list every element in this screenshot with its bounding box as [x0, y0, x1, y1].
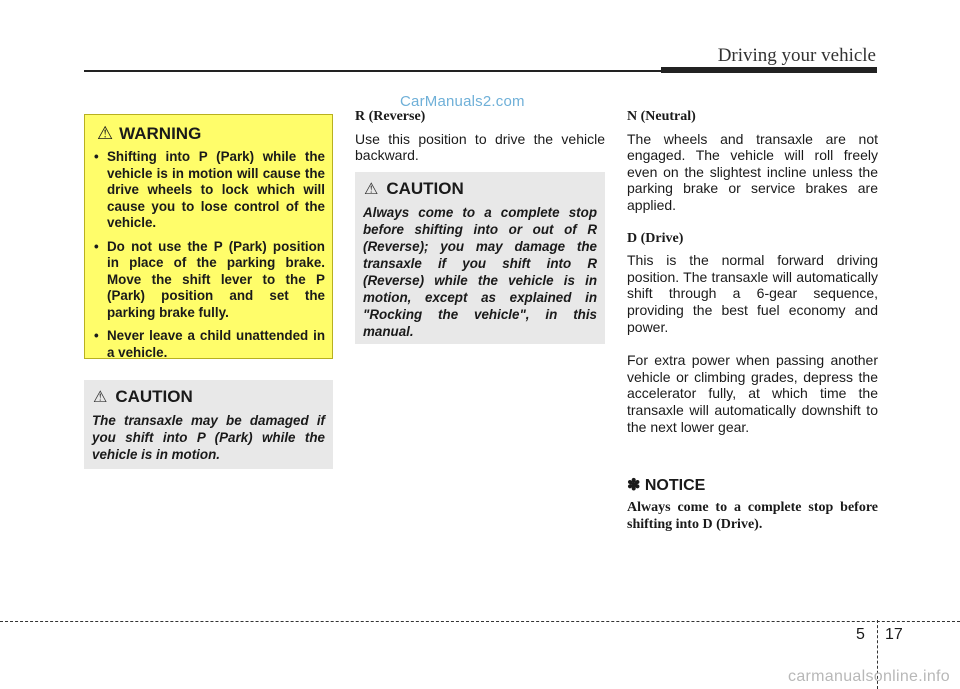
caution-triangle-icon: ⚠	[93, 389, 108, 406]
reverse-text: Use this position to drive the vehicle backward.	[355, 130, 605, 164]
header-rule-thick	[661, 67, 877, 73]
bullet-icon: •	[94, 238, 99, 254]
warning-item: • Do not use the P (Park) position in place of the parking brake. Move the shift lever to the P (Park) position and set the parking brake fully.	[94, 238, 325, 320]
watermark-top: CarManuals2.com	[400, 93, 525, 110]
drive-heading: D (Drive)	[627, 230, 684, 246]
bullet-icon: •	[94, 149, 99, 164]
caution-header	[93, 387, 193, 407]
caution-title: CAUTION	[386, 179, 464, 198]
caution-text: The transaxle may be damaged if you shift into P (Park) while the vehicle is in motion.	[92, 413, 325, 462]
warning-triangle-icon: ⚠	[97, 123, 114, 143]
caution-box-park	[84, 380, 333, 469]
warning-title: WARNING	[119, 123, 202, 143]
neutral-heading: N (Neutral)	[627, 109, 696, 124]
warning-item: • Never leave a child unattended in a vehicle.	[94, 328, 325, 360]
caution-text: Always come to a complete stop before shifting into or out of R (Reverse); you may damage the transaxle if you shift into R (Reverse) while the vehicle is in motion, except as explained in "Rocking the vehicle", in this manual.	[363, 205, 597, 339]
notice-star-icon: ✽	[627, 477, 641, 494]
page-number: 17	[885, 626, 903, 643]
footer-rule	[0, 621, 960, 622]
neutral-drive-section	[627, 109, 878, 435]
notice-header	[627, 475, 705, 495]
warning-list	[93, 149, 325, 368]
neutral-text: The wheels and transaxle are not engaged. The vehicle will roll freely even on the slightest incline unless the parking brake or service brakes are applied.	[627, 130, 878, 213]
caution-header	[364, 179, 464, 199]
section-title: Driving your vehicle	[717, 45, 876, 66]
notice-title: NOTICE	[644, 477, 706, 494]
watermark-bottom: carmanualsonline.info	[788, 668, 950, 685]
chapter-number: 5	[856, 626, 865, 643]
drive-text-2: For extra power when passing another vehicle or climbing grades, depress the accelerator fully, at which time the transaxle will automatically downshift to the next lower gear.	[627, 352, 878, 435]
warning-box	[84, 114, 333, 359]
caution-title: CAUTION	[115, 387, 193, 406]
bullet-icon: •	[94, 328, 99, 343]
reverse-heading: R (Reverse)	[355, 109, 426, 124]
reverse-section	[355, 109, 605, 164]
caution-triangle-icon: ⚠	[364, 181, 379, 198]
notice-text: Always come to a complete stop before shifting into D (Drive).	[627, 500, 878, 532]
warning-item: • Shifting into P (Park) while the vehicle is in motion will cause the drive wheels to lock which will cause you to lose control of the vehicle.	[94, 149, 325, 230]
drive-text-1: This is the normal forward driving position. The transaxle will automatically shift through a 6-gear sequence, providing the best fuel economy and power.	[627, 252, 878, 335]
header-rule	[84, 70, 661, 72]
warning-header	[97, 123, 201, 144]
caution-box-reverse	[355, 172, 605, 344]
